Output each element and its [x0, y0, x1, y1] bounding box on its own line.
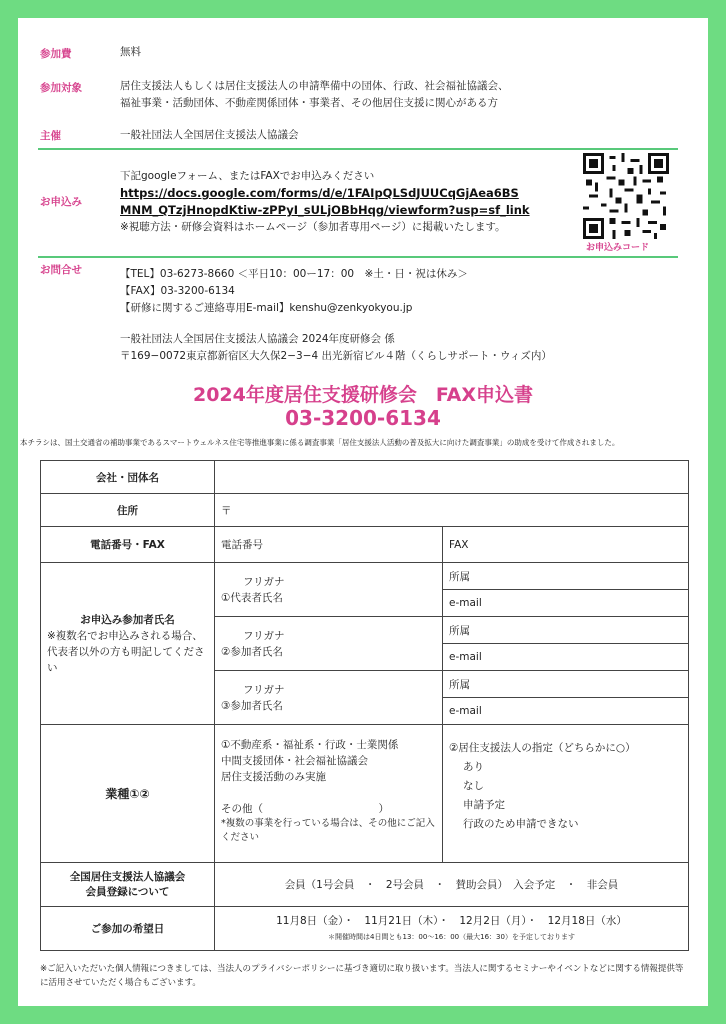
- designation-field[interactable]: [443, 725, 689, 863]
- rep-name-label: ①代表者氏名: [221, 591, 283, 604]
- qr-code-icon[interactable]: [583, 153, 669, 239]
- fee-value: 無料: [120, 46, 141, 58]
- participants-title: お申込み参加者氏名: [80, 613, 175, 626]
- form-link-line2[interactable]: MNM_QTzjHnopdKtiw-zPPyI_sULjOBbHqg/viewform?usp=sf_link: [120, 203, 530, 217]
- participant-3-affiliation-field[interactable]: 所属: [443, 671, 689, 698]
- industry-note: *複数の事業を行っている場合は、その他にご記入ください: [221, 818, 435, 843]
- fax-number: 03-3200-6134: [285, 406, 441, 430]
- phone-field[interactable]: 電話番号: [215, 527, 443, 563]
- industry-option-2[interactable]: 中間支援団体・社会福祉協議会: [221, 755, 368, 767]
- industry-label: 業種①②: [41, 725, 215, 863]
- contact-label: お問合せ: [40, 264, 82, 276]
- participant-3-label: ③参加者氏名: [221, 699, 283, 712]
- date-list[interactable]: 11月8日（金）・ 11月21日（木）・ 12月2日（月）・ 12月18日（水）: [276, 914, 627, 927]
- target-value: [120, 78, 509, 112]
- flyer-page: [18, 18, 708, 1006]
- furigana-label: フリガナ: [243, 575, 285, 588]
- designation-title: ②居住支援法人の指定（どちらかに○）: [449, 742, 636, 754]
- address-label: 住所: [41, 494, 215, 527]
- participant-1-name-field[interactable]: [215, 563, 443, 617]
- participants-label: [41, 563, 215, 725]
- date-label: ご参加の希望日: [41, 907, 215, 951]
- date-options[interactable]: [215, 907, 689, 951]
- contact-org: 一般社団法人全国居住支援法人協議会 2024年度研修会 係: [120, 333, 395, 345]
- participant-2-affiliation-field[interactable]: 所属: [443, 617, 689, 644]
- phone-fax-label: 電話番号・FAX: [41, 527, 215, 563]
- designation-option-planned[interactable]: 申請予定: [463, 799, 505, 811]
- membership-title-2: 会員登録について: [85, 885, 170, 898]
- contact-email[interactable]: kenshu@zenkyokyou.jp: [289, 302, 413, 314]
- participant-1-email-field[interactable]: e-mail: [443, 590, 689, 617]
- industry-option-3[interactable]: 居住支援活動のみ実施: [221, 771, 326, 783]
- apply-label: お申込み: [40, 196, 82, 208]
- privacy-footer: ※ご記入いただいた個人情報につきましては、当法人のプライバシーポリシーに基づき適切に取り扱います。当法人に関するセミナーやイベントなどに関する情報提供等に活用させていただく場合もございます。: [40, 964, 684, 988]
- application-form-table: [40, 460, 689, 951]
- participant-2-email-field[interactable]: e-mail: [443, 644, 689, 671]
- membership-label: [41, 863, 215, 907]
- industry-option-1[interactable]: ①不動産系・福祉系・行政・士業関係: [221, 739, 399, 751]
- email-label: 【研修に関するご連絡専用E-mail】: [120, 302, 290, 314]
- organizer-value: 一般社団法人全国居住支援法人協議会: [120, 129, 299, 141]
- participant-1-affiliation-field[interactable]: 所属: [443, 563, 689, 590]
- apply-intro: 下記googleフォーム、またはFAXでお申込みください: [120, 170, 375, 182]
- address-field[interactable]: 〒: [215, 494, 689, 527]
- date-note: ＊開催時間は4日間とも13：00〜16：00（最大16：30）を予定しております: [328, 932, 575, 941]
- participants-note: ※複数名でお申込みされる場合、代表者以外の方も明記してください: [47, 629, 205, 674]
- industry-other[interactable]: その他（ ）: [221, 803, 389, 815]
- designation-option-yes[interactable]: あり: [463, 761, 484, 773]
- membership-title-1: 全国居住支援法人協議会: [69, 870, 186, 883]
- divider: [38, 256, 678, 258]
- membership-options[interactable]: 会員（1号会員 ・ 2号会員 ・ 賛助会員） 入会予定 ・ 非会員: [215, 863, 689, 907]
- participant-3-name-field[interactable]: [215, 671, 443, 725]
- apply-block: [120, 168, 530, 236]
- target-label: 参加対象: [40, 82, 82, 94]
- target-line1: 居住支援法人もしくは居住支援法人の申請準備中の団体、行政、社会福祉協議会、: [120, 80, 509, 92]
- contact-email-line: [120, 300, 552, 317]
- qr-caption: お申込みコード: [586, 243, 650, 253]
- designation-option-gov[interactable]: 行政のため申請できない: [463, 818, 579, 830]
- apply-note: ※視聴方法・研修会資料はホームページ（参加者専用ページ）に掲載いたします。: [120, 221, 506, 233]
- company-label: 会社・団体名: [41, 461, 215, 494]
- fax-form-title: 2024年度居住支援研修会 FAX申込書: [192, 384, 534, 406]
- participant-2-name-field[interactable]: [215, 617, 443, 671]
- contact-tel: 【TEL】03-6273-8660 ＜平日10：00ー17：00 ※土・日・祝は休み＞: [120, 268, 468, 280]
- organizer-label: 主催: [40, 130, 61, 142]
- contact-block: [120, 266, 552, 365]
- industry-field[interactable]: [215, 725, 443, 863]
- target-line2: 福祉事業・活動団体、不動産関係団体・事業者、その他居住支援に関心がある方: [120, 97, 498, 109]
- furigana-label: フリガナ: [243, 683, 285, 696]
- contact-address: 〒169−0072東京都新宿区大久保2−3−4 出光新宿ビル４階（くらしサポート・ウィズ内）: [120, 350, 552, 362]
- fee-label: 参加費: [40, 48, 72, 60]
- subsidy-note: 本チラシは、国土交通省の補助事業であるスマートウェルネス住宅等推進事業に係る調査事業「居住支援法人活動の普及拡大に向けた調査事業」の助成を受けて作成されました。: [20, 438, 620, 447]
- contact-fax: 【FAX】03-3200-6134: [120, 285, 235, 297]
- company-field[interactable]: [215, 461, 689, 494]
- participant-3-email-field[interactable]: e-mail: [443, 698, 689, 725]
- participant-2-label: ②参加者氏名: [221, 645, 283, 658]
- form-link-line1[interactable]: https://docs.google.com/forms/d/e/1FAIpQLSdJUUCqGjAea6BS: [120, 186, 519, 200]
- designation-option-no[interactable]: なし: [463, 780, 484, 792]
- divider: [38, 148, 678, 150]
- fax-field[interactable]: FAX: [443, 527, 689, 563]
- furigana-label: フリガナ: [243, 629, 285, 642]
